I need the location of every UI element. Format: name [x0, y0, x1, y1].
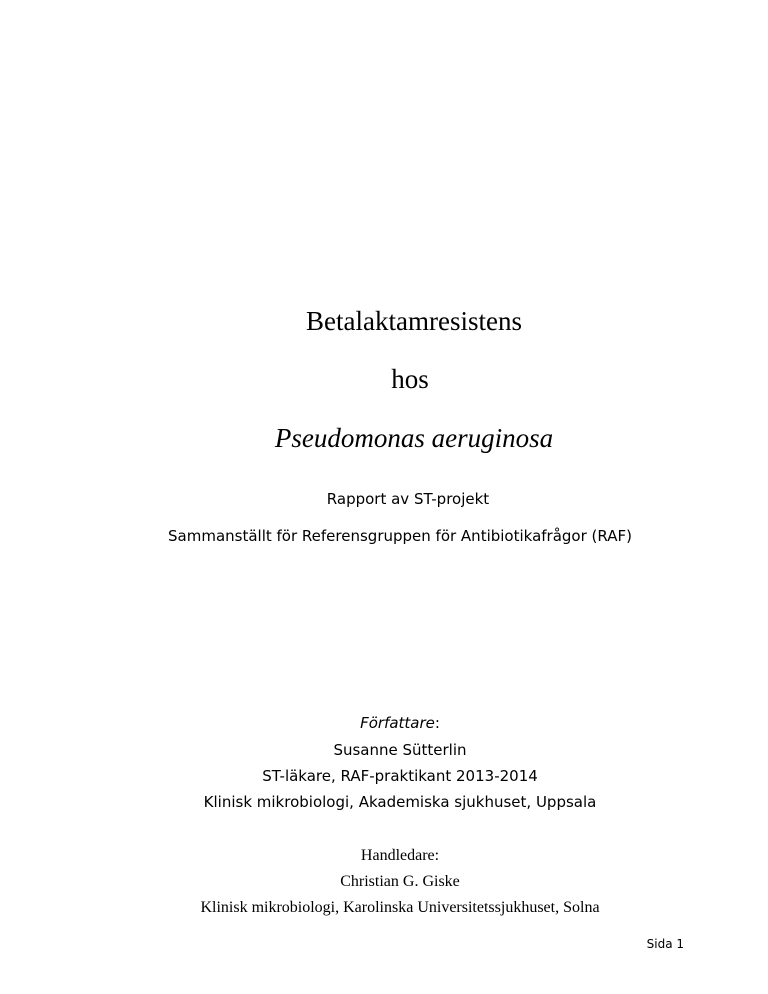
author-role: ST-läkare, RAF-praktikant 2013-2014 [262, 767, 538, 785]
title-species: Pseudomonas aeruginosa [274, 423, 554, 453]
page-number: Sida 1 [646, 937, 684, 951]
supervisor-name: Christian G. Giske [340, 873, 460, 890]
author-heading [16, 712, 768, 734]
compiled-for-line: Sammanställt för Referensgruppen för Antibiotikafrågor (RAF) [168, 527, 632, 545]
supervisor-affiliation: Klinisk mikrobiologi, Karolinska Universitetssjukhuset, Solna [200, 899, 600, 916]
report-subtitle: Rapport av ST-projekt [326, 490, 490, 508]
supervisor-heading: Handledare: [360, 847, 440, 864]
document-title: Betalaktamresistens [306, 306, 522, 336]
author-affiliation: Klinisk mikrobiologi, Akademiska sjukhuset, Uppsala [203, 793, 597, 811]
author-name: Susanne Sütterlin [333, 741, 467, 759]
author-heading-colon: : [434, 714, 440, 732]
author-heading-label: Författare [360, 714, 435, 732]
title-connector: hos [391, 364, 429, 394]
